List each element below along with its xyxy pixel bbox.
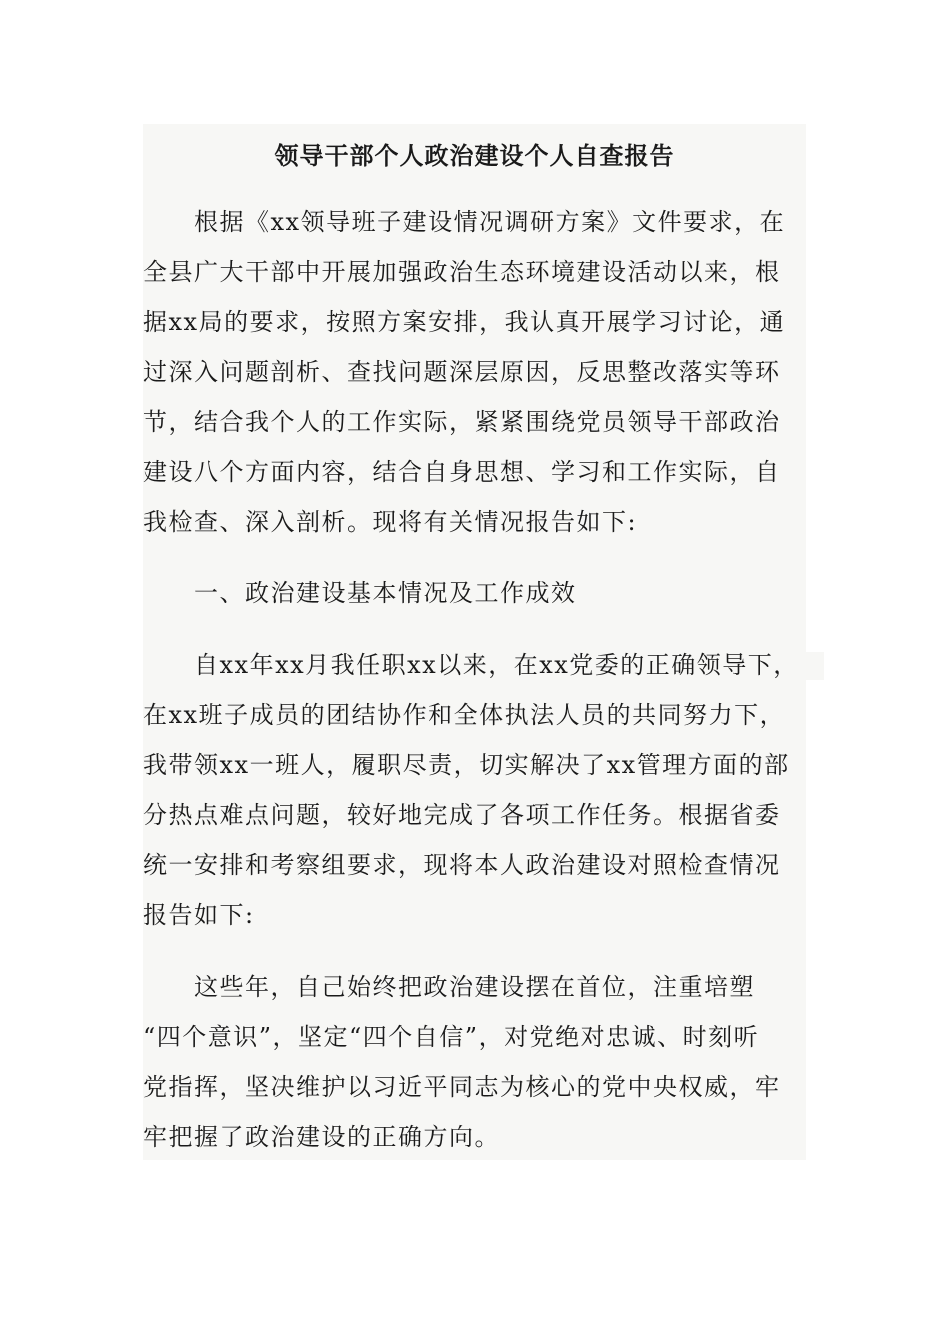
body-line: 根据《xx领导班子建设情况调研方案》文件要求，在 bbox=[143, 208, 786, 236]
body-line: 自xx年xx月我任职xx以来，在xx党委的正确领导下， bbox=[143, 651, 799, 679]
document-page bbox=[143, 124, 806, 1160]
body-line: 在xx班子成员的团结协作和全体执法人员的共同努力下， bbox=[143, 701, 786, 729]
section-heading: 一、政治建设基本情况及工作成效 bbox=[143, 579, 577, 607]
body-line: 我检查、深入剖析。现将有关情况报告如下: bbox=[143, 508, 638, 536]
body-line: 党指挥，坚决维护以习近平同志为核心的党中央权威，牢 bbox=[143, 1073, 781, 1101]
body-line: 牢把握了政治建设的正确方向。 bbox=[143, 1123, 500, 1151]
body-line: 建设八个方面内容，结合自身思想、学习和工作实际，自 bbox=[143, 458, 781, 486]
body-line: 节，结合我个人的工作实际，紧紧围绕党员领导干部政治 bbox=[143, 408, 781, 436]
body-line: 分热点难点问题，较好地完成了各项工作任务。根据省委 bbox=[143, 801, 781, 829]
body-line: 统一安排和考察组要求，现将本人政治建设对照检查情况 bbox=[143, 851, 781, 879]
line-overflow-shade bbox=[806, 652, 824, 680]
document-title: 领导干部个人政治建设个人自查报告 bbox=[274, 141, 675, 170]
body-line: 据xx局的要求，按照方案安排，我认真开展学习讨论，通 bbox=[143, 308, 786, 336]
body-line: 全县广大干部中开展加强政治生态环境建设活动以来，根 bbox=[143, 258, 781, 286]
body-line: 过深入问题剖析、查找问题深层原因，反思整改落实等环 bbox=[143, 358, 781, 386]
body-line: 报告如下: bbox=[143, 901, 255, 929]
body-line: 我带领xx一班人，履职尽责，切实解决了xx管理方面的部 bbox=[143, 751, 790, 779]
body-line: 这些年，自己始终把政治建设摆在首位，注重培塑 bbox=[143, 973, 755, 1001]
body-line: “四个意识”，坚定“四个自信”，对党绝对忠诚、时刻听 bbox=[143, 1023, 760, 1051]
